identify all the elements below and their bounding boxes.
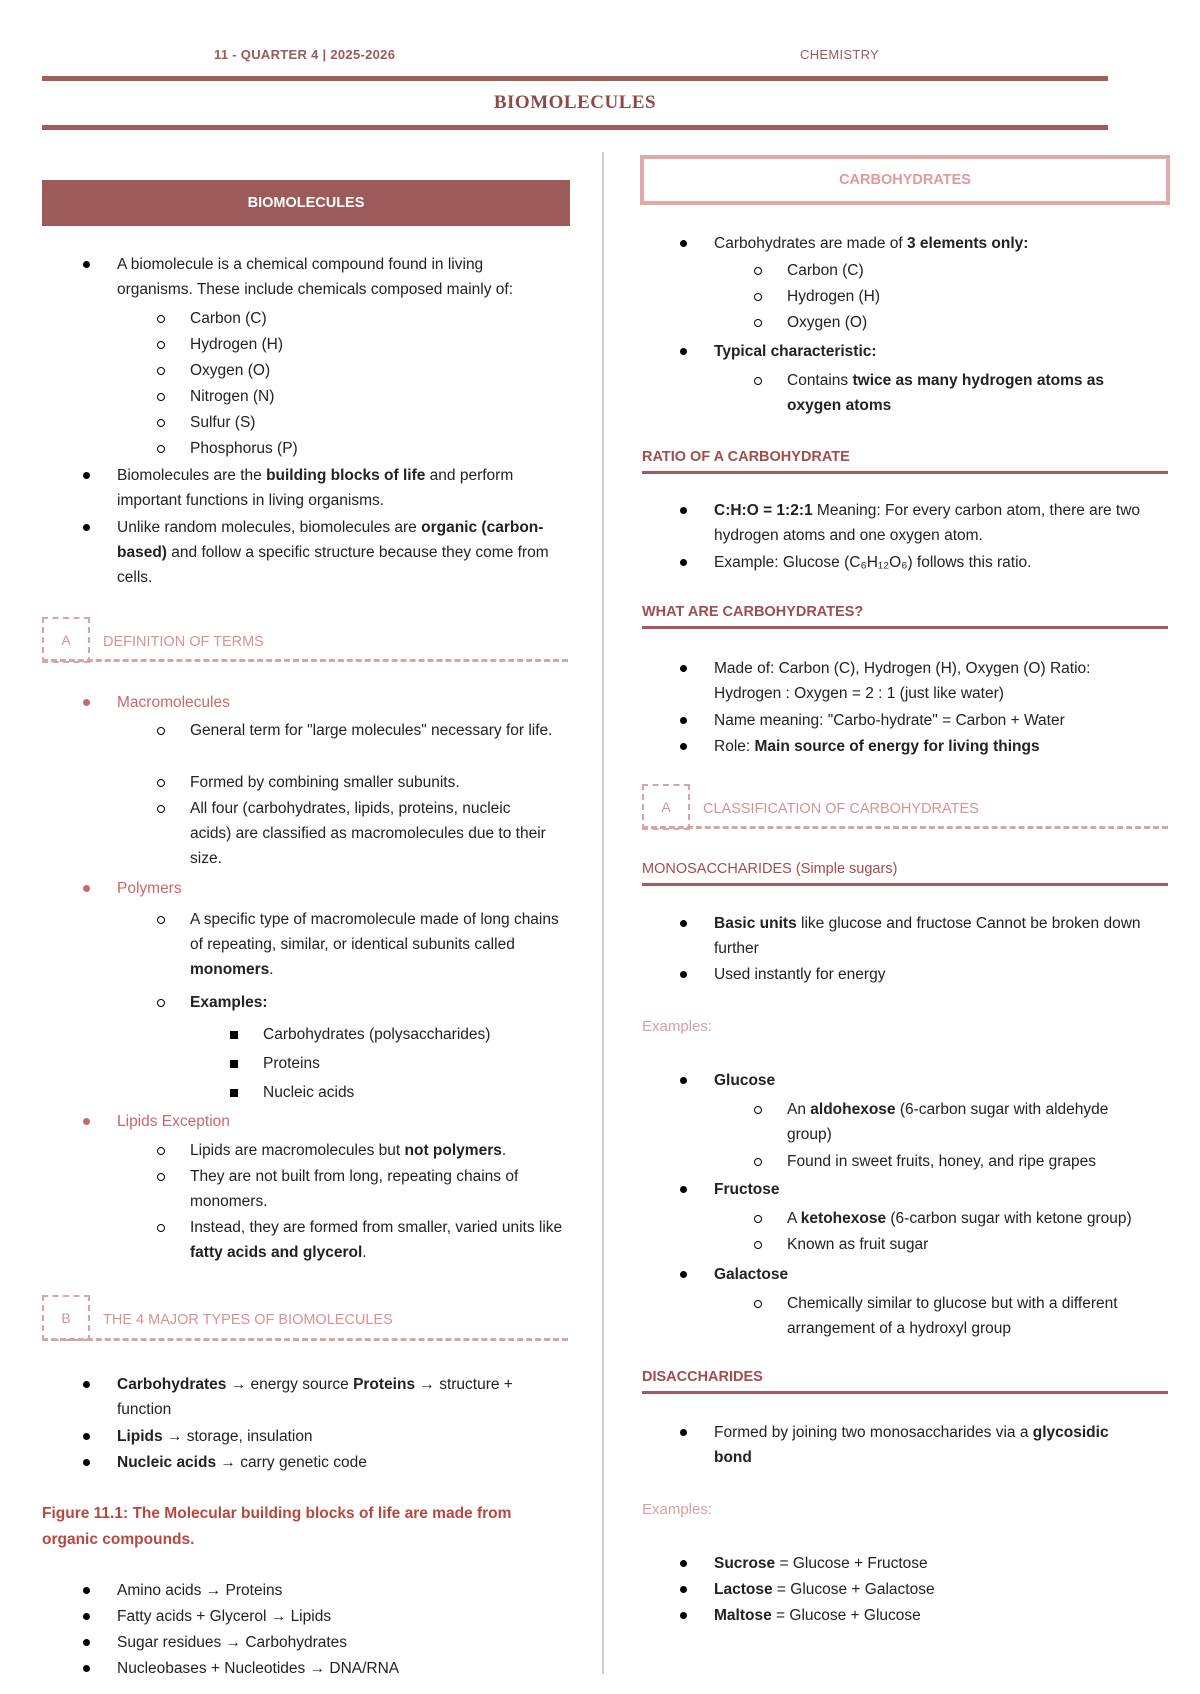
list-item: Known as fruit sugar bbox=[787, 1232, 928, 1257]
galactose-label: Galactose bbox=[714, 1262, 788, 1287]
glucose-label: Glucose bbox=[714, 1068, 775, 1093]
list-item: An aldohexose (6-carbon sugar with aldehyde group) bbox=[787, 1097, 1157, 1147]
lipids-exception-label: Lipids Exception bbox=[117, 1109, 230, 1134]
what-heading: WHAT ARE CARBOHYDRATES? bbox=[642, 604, 864, 620]
figure-caption: Figure 11.1: The Molecular building blocks of life are made from organic compounds. bbox=[42, 1505, 512, 1548]
disaccharides-heading-rule bbox=[642, 1391, 1168, 1394]
macromolecules-label: Macromolecules bbox=[117, 690, 230, 715]
list-item: C:H:O = 1:2:1 Meaning: For every carbon atom, there are two hydrogen atoms and one oxygen atom. bbox=[714, 498, 1154, 548]
list-item: Found in sweet fruits, honey, and ripe grapes bbox=[787, 1149, 1096, 1174]
mono-heading: MONOSACCHARIDES (Simple sugars) bbox=[642, 861, 898, 877]
list-item: Carbon (C) bbox=[787, 258, 864, 283]
list-item: Phosphorus (P) bbox=[190, 436, 298, 461]
ratio-heading: RATIO OF A CARBOHYDRATE bbox=[642, 449, 850, 465]
classification-underline bbox=[642, 826, 1168, 829]
list-item: Role: Main source of energy for living things bbox=[714, 734, 1040, 759]
list-item: Lipids → storage, insulation bbox=[117, 1424, 313, 1449]
list-item: Formed by joining two monosaccharides via a glycosidic bond bbox=[714, 1420, 1144, 1470]
list-item: Unlike random molecules, biomolecules are organic (carbon-based) and follow a specific structure because they come from cells. bbox=[117, 515, 567, 590]
list-item: Basic units like glucose and fructose Cannot be broken down further bbox=[714, 911, 1174, 961]
list-item: Maltose = Glucose + Glucose bbox=[714, 1603, 921, 1628]
list-item: Formed by combining smaller subunits. bbox=[190, 770, 565, 795]
list-item: Contains twice as many hydrogen atoms as oxygen atoms bbox=[787, 368, 1137, 418]
examples-label: Examples: bbox=[642, 1018, 713, 1035]
list-item: Example: Glucose (C₆H₁₂O₆) follows this ratio. bbox=[714, 550, 1031, 575]
biomolecules-banner: BIOMOLECULES bbox=[42, 180, 570, 226]
header-rule-bottom bbox=[42, 125, 1108, 130]
classification-letter: A bbox=[642, 784, 690, 830]
list-item: A specific type of macromolecule made of long chains of repeating, similar, or identical subunits called monomers. bbox=[190, 907, 560, 982]
list-item: Sulfur (S) bbox=[190, 410, 255, 435]
list-item: Sugar residues → Carbohydrates bbox=[117, 1630, 347, 1655]
list-item: Typical characteristic: bbox=[714, 339, 877, 364]
list-item: Carbohydrates → energy source Proteins → structure + function bbox=[117, 1372, 537, 1422]
section-b-title: THE 4 MAJOR TYPES OF BIOMOLECULES bbox=[103, 1312, 393, 1328]
page-title: BIOMOLECULES bbox=[493, 92, 657, 113]
list-item: Nucleic acids bbox=[263, 1080, 354, 1105]
list-item: Used instantly for energy bbox=[714, 962, 885, 987]
fructose-label: Fructose bbox=[714, 1177, 779, 1202]
list-item: Amino acids → Proteins bbox=[117, 1578, 282, 1603]
list-item: All four (carbohydrates, lipids, proteins, nucleic acids) are classified as macromolecules due to their size. bbox=[190, 796, 555, 871]
list-item: Made of: Carbon (C), Hydrogen (H), Oxygen (O) Ratio: Hydrogen : Oxygen = 2 : 1 (just like water) bbox=[714, 656, 1154, 706]
section-a-title: DEFINITION OF TERMS bbox=[103, 634, 264, 650]
list-item: Fatty acids + Glycerol → Lipids bbox=[117, 1604, 331, 1629]
list-item: Lipids are macromolecules but not polymers. bbox=[190, 1138, 570, 1163]
list-item: Chemically similar to glucose but with a different arrangement of a hydroxyl group bbox=[787, 1291, 1162, 1341]
list-item: Nucleobases + Nucleotides → DNA/RNA bbox=[117, 1656, 399, 1681]
list-item: Oxygen (O) bbox=[190, 358, 270, 383]
column-divider bbox=[602, 152, 604, 1674]
polymers-label: Polymers bbox=[117, 876, 182, 901]
header-rule-top bbox=[42, 76, 1108, 81]
section-b-underline bbox=[42, 1338, 568, 1341]
carbohydrates-banner: CARBOHYDRATES bbox=[640, 155, 1170, 205]
list-item: Proteins bbox=[263, 1051, 320, 1076]
list-item: Instead, they are formed from smaller, varied units like fatty acids and glycerol. bbox=[190, 1215, 570, 1265]
list-item: A biomolecule is a chemical compound found in living organisms. These include chemicals composed mainly of: bbox=[117, 252, 557, 302]
list-item: They are not built from long, repeating chains of monomers. bbox=[190, 1164, 560, 1214]
list-item: Hydrogen (H) bbox=[190, 332, 283, 357]
list-item: Hydrogen (H) bbox=[787, 284, 880, 309]
disaccharides-heading: DISACCHARIDES bbox=[642, 1369, 763, 1385]
list-item: A ketohexose (6-carbon sugar with ketone group) bbox=[787, 1206, 1132, 1231]
list-item: Lactose = Glucose + Galactose bbox=[714, 1577, 935, 1602]
ratio-heading-rule bbox=[642, 471, 1168, 474]
list-item: Carbohydrates (polysaccharides) bbox=[263, 1022, 490, 1047]
section-b-letter: B bbox=[42, 1295, 90, 1341]
mono-heading-rule bbox=[642, 883, 1168, 886]
examples-label: Examples: bbox=[190, 990, 268, 1015]
header-subject: CHEMISTRY bbox=[800, 47, 880, 62]
list-item: Carbon (C) bbox=[190, 306, 267, 331]
list-item: Oxygen (O) bbox=[787, 310, 867, 335]
list-item: Nucleic acids → carry genetic code bbox=[117, 1450, 367, 1475]
examples-label-2: Examples: bbox=[642, 1501, 713, 1518]
header-course: 11 - QUARTER 4 | 2025-2026 bbox=[214, 47, 396, 62]
list-item: Carbohydrates are made of 3 elements only: bbox=[714, 231, 1028, 256]
list-item: General term for "large molecules" necessary for life. bbox=[190, 718, 565, 743]
classification-title: CLASSIFICATION OF CARBOHYDRATES bbox=[703, 801, 979, 817]
list-item: Nitrogen (N) bbox=[190, 384, 274, 409]
what-heading-rule bbox=[642, 626, 1168, 629]
list-item: Biomolecules are the building blocks of life and perform important functions in living organisms. bbox=[117, 463, 557, 513]
section-a-letter: A bbox=[42, 617, 90, 663]
list-item: Name meaning: "Carbo-hydrate" = Carbon + Water bbox=[714, 708, 1065, 733]
section-a-underline bbox=[42, 659, 568, 662]
list-item: Sucrose = Glucose + Fructose bbox=[714, 1551, 928, 1576]
